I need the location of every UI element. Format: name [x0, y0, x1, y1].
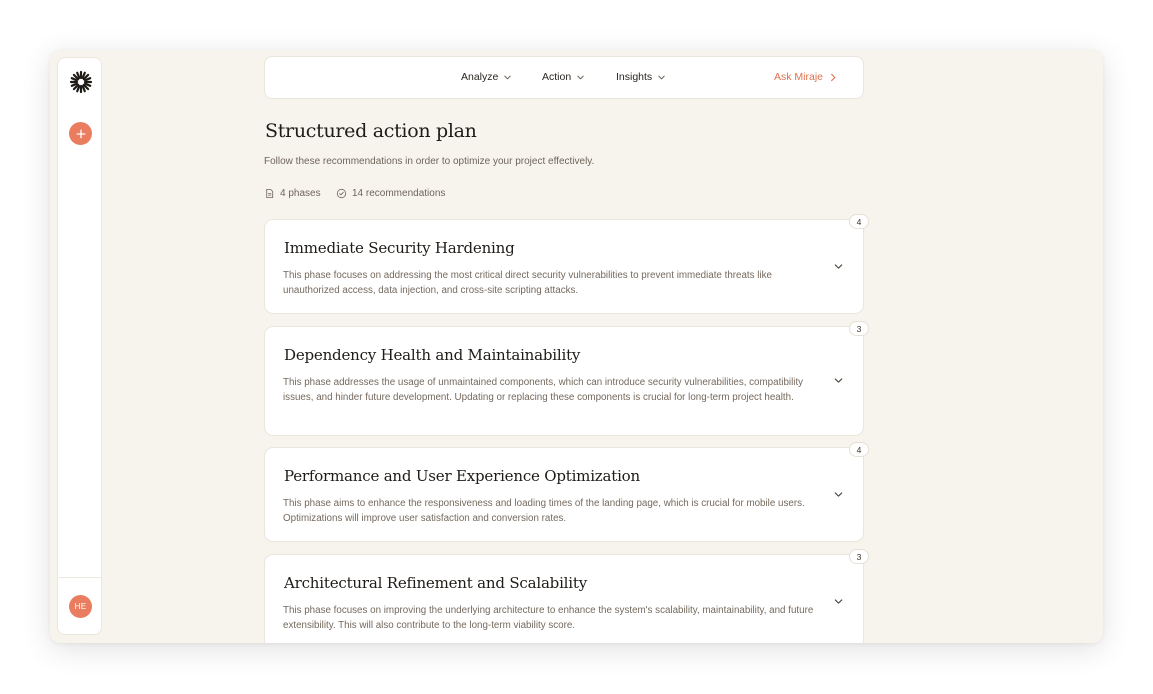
- recommendations-count: [336, 188, 445, 199]
- nav-insights[interactable]: [616, 71, 666, 83]
- chevron-down-icon[interactable]: [833, 489, 844, 500]
- recommendation-count-badge: 3: [849, 549, 869, 564]
- ask-miraje-link[interactable]: [774, 71, 837, 83]
- phase-description: This phase aims to enhance the responsiveness and loading times of the landing page, which is crucial for mobile users. Optimizations will improve user satisfaction and conversion rates.: [283, 498, 805, 524]
- sunburst-logo-icon[interactable]: [69, 70, 93, 94]
- chevron-down-icon: [576, 73, 585, 82]
- phase-description: This phase focuses on improving the underlying architecture to enhance the system's scalability, maintainability, and future extensibility. This will also contribute to the long-term viability score.: [283, 605, 814, 631]
- chevron-down-icon: [503, 73, 512, 82]
- phase-card-architecture[interactable]: [264, 551, 864, 643]
- phase-title: Performance and User Experience Optimization: [284, 467, 640, 485]
- nav-action[interactable]: [542, 71, 585, 83]
- document-icon: [264, 188, 275, 199]
- phase-card-dependency[interactable]: [264, 323, 864, 436]
- top-navigation: [264, 56, 864, 99]
- sidebar-divider: [58, 577, 101, 578]
- nav-action-label: Action: [542, 71, 572, 83]
- chevron-down-icon: [657, 73, 666, 82]
- nav-analyze[interactable]: [461, 71, 512, 83]
- sidebar: [57, 57, 102, 635]
- chevron-down-icon[interactable]: [833, 261, 844, 272]
- page-subtitle: Follow these recommendations in order to optimize your project effectively.: [264, 156, 595, 167]
- recommendations-count-label: 14 recommendations: [352, 188, 446, 199]
- check-circle-icon: [336, 188, 347, 199]
- recommendation-count-badge: 3: [849, 321, 869, 336]
- phases-count: [264, 188, 321, 199]
- add-button[interactable]: [69, 122, 92, 145]
- phase-card-performance[interactable]: [264, 444, 864, 542]
- recommendation-count-badge: 4: [849, 442, 869, 457]
- ask-miraje-label: Ask Miraje: [773, 71, 823, 83]
- chevron-down-icon[interactable]: [833, 596, 844, 607]
- nav-insights-label: Insights: [616, 71, 653, 83]
- page-title: Structured action plan: [265, 120, 477, 142]
- app-window: [50, 50, 1103, 643]
- plus-icon: [76, 129, 86, 139]
- nav-analyze-label: Analyze: [461, 71, 499, 83]
- phase-description: This phase focuses on addressing the most critical direct security vulnerabilities to prevent immediate threats like unauthorized access, data injection, and cross-site scripting attacks.: [283, 270, 772, 296]
- chevron-down-icon[interactable]: [833, 375, 844, 386]
- phase-title: Immediate Security Hardening: [284, 239, 515, 257]
- phase-title: Architectural Refinement and Scalability: [284, 574, 587, 592]
- phase-title: Dependency Health and Maintainability: [284, 346, 581, 364]
- phase-description: This phase addresses the usage of unmaintained components, which can introduce security vulnerabilities, compatibility issues, and hinder future development. Updating or replacing these components is crucial for long-term project health.: [283, 377, 804, 403]
- phase-card-security[interactable]: [264, 216, 864, 314]
- phases-count-label: 4 phases: [280, 188, 321, 199]
- recommendation-count-badge: 4: [849, 214, 869, 229]
- user-avatar[interactable]: HE: [69, 595, 92, 618]
- chevron-right-icon: [829, 73, 837, 82]
